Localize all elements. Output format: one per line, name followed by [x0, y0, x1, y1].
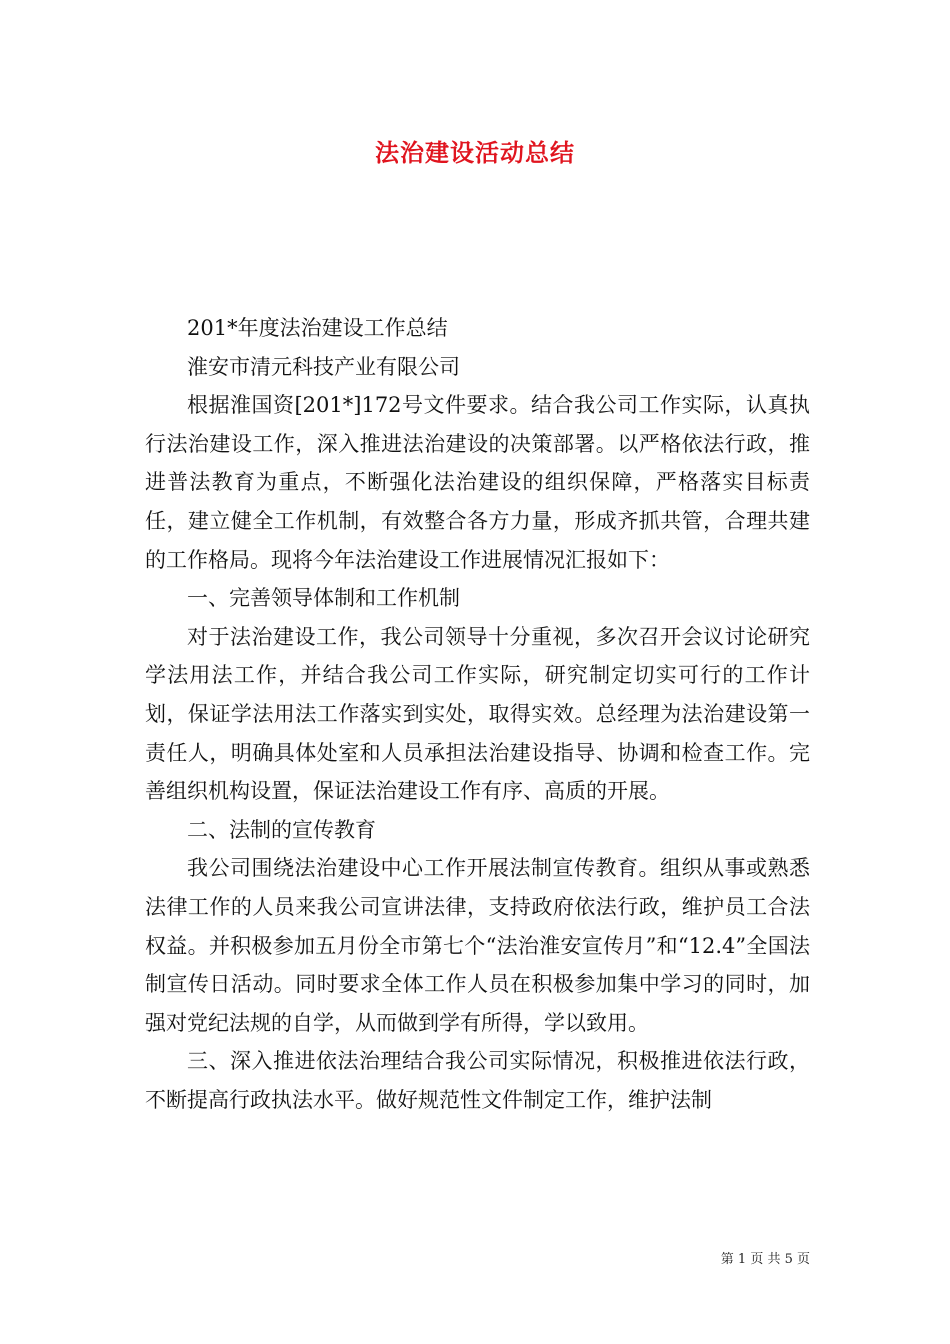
page-number-footer: 第 1 页 共 5 页	[720, 1252, 810, 1267]
document-body	[145, 309, 810, 1119]
paragraph-section-1: 对于法治建设工作，我公司领导十分重视，多次召开会议讨论研究学法用法工作，并结合我公司工作实际，研究制定切实可行的工作计划，保证学法用法工作落实到实处，取得实效。总经理为法治建设第一责任人，明确具体处室和人员承担法治建设指导、协调和检查工作。完善组织机构设置，保证法治建设工作有序、高质的开展。	[145, 624, 810, 804]
paragraph-section-2: 我公司围绕法治建设中心工作开展法制宣传教育。组织从事或熟悉法律工作的人员来我公司宣讲法律，支持政府依法行政，维护员工合法权益。并积极参加五月份全市第七个“法治淮安宣传月”和“12.4”全国法制宣传日活动。同时要求全体工作人员在积极参加集中学习的同时，加强对党纪法规的自学，从而做到学有所得，学以致用。	[145, 856, 810, 1035]
paragraph-section-3: 三、深入推进依法治理结合我公司实际情况，积极推进依法行政，不断提高行政执法水平。做好规范性文件制定工作，维护法制	[145, 1049, 810, 1112]
paragraph-company-name: 淮安市清元科技产业有限公司	[187, 354, 460, 379]
paragraph-intro: 根据淮国资[201*]172号文件要求。结合我公司工作实际，认真执行法治建设工作，深入推进法治建设的决策部署。以严格依法行政，推进普法教育为重点，不断强化法治建设的组织保障，严格落实目标责任，建立健全工作机制，有效整合各方力量，形成齐抓共管，合理共建的工作格局。现将今年法治建设工作进展情况汇报如下：	[145, 393, 810, 572]
section-heading-1: 一、完善领导体制和工作机制	[187, 586, 460, 611]
paragraph-year-summary: 201*年度法治建设工作总结	[187, 316, 448, 340]
section-heading-2: 二、法制的宣传教育	[187, 817, 376, 842]
document-title: 法治建设活动总结	[375, 138, 575, 167]
